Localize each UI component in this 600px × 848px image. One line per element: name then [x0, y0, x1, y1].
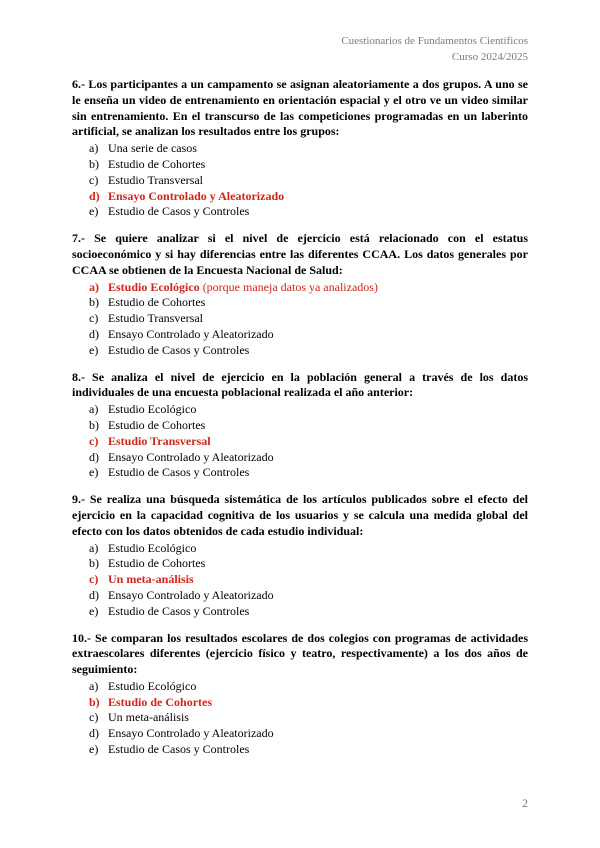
option-letter: b): [89, 556, 99, 571]
option-c-correct-answer: [72, 572, 528, 588]
option-text: Una serie de casos: [108, 141, 197, 156]
course-year: Curso 2024/2025: [451, 51, 528, 63]
option-text: Estudio de Cohortes: [108, 156, 206, 171]
option-c-correct-answer: [72, 434, 528, 450]
question-text: 8.- Se analiza el nivel de ejercicio en la población general a través de los datos individuales de una encuesta poblacional realizada el año anterior:: [72, 369, 528, 400]
option-text: Estudio Ecológico: [108, 402, 197, 417]
options-list: [72, 679, 528, 758]
option-text: Estudio de Casos y Controles: [108, 603, 250, 618]
option-b-correct-answer: [72, 695, 528, 711]
option-letter: e): [89, 603, 99, 618]
option-text: Estudio de Casos y Controles: [108, 465, 250, 480]
option-c: [72, 173, 528, 189]
option-letter: a): [89, 540, 99, 555]
option-text: Ensayo Controlado y Aleatorizado: [108, 326, 274, 341]
option-letter: c): [89, 311, 99, 326]
option-text: Estudio de Casos y Controles: [108, 742, 250, 757]
option-letter: d): [89, 726, 99, 741]
option-letter: e): [89, 342, 99, 357]
options-list: [72, 402, 528, 481]
option-a: [72, 402, 528, 418]
option-letter: a): [89, 402, 99, 417]
page-number: 2: [522, 796, 528, 810]
options-list: [72, 141, 528, 220]
option-e: [72, 604, 528, 620]
question-6: [72, 77, 528, 220]
option-text: Estudio Transversal: [108, 433, 211, 448]
option-text: Estudio Transversal: [108, 311, 204, 326]
options-list: [72, 541, 528, 620]
option-b: [72, 295, 528, 311]
option-d: [72, 450, 528, 466]
option-b: [72, 157, 528, 173]
option-letter: b): [89, 156, 99, 171]
course-title: Cuestionarios de Fundamentos Científicos: [341, 35, 528, 47]
option-letter: d): [89, 587, 99, 602]
option-a: [72, 679, 528, 695]
question-10: [72, 631, 528, 758]
option-e: [72, 465, 528, 481]
option-text: Ensayo Controlado y Aleatorizado: [108, 188, 285, 203]
option-d-correct-answer: [72, 189, 528, 205]
question-text: 7.- Se quiere analizar si el nivel de ejercicio está relacionado con el estatus socioeconómico y si hay diferencias entre las diferentes CCAA. Los datos generales por CCAA se obtienen de la Encuesta Nacional de Salud:: [72, 231, 528, 277]
option-text: Estudio de Casos y Controles: [108, 342, 250, 357]
answer-note: (porque maneja datos ya analizados): [202, 279, 378, 294]
option-text: Un meta-análisis: [108, 572, 194, 587]
question-text: 9.- Se realiza una búsqueda sistemática de los artículos publicados sobre el efecto del ejercicio en la capacidad cognitiva de los usuarios y se calcula una medida global del efecto con los datos obtenidos de cada estudio individual:: [72, 492, 528, 538]
option-text: Estudio de Cohortes: [108, 556, 206, 571]
option-text: Un meta-análisis: [108, 710, 189, 725]
option-letter: a): [89, 141, 99, 156]
option-text: Estudio de Casos y Controles: [108, 204, 250, 219]
option-letter: e): [89, 742, 99, 757]
option-text: Estudio Ecológico: [108, 540, 197, 555]
page-header: [341, 33, 528, 65]
option-letter: c): [89, 572, 99, 587]
option-letter: b): [89, 694, 100, 709]
options-list: [72, 280, 528, 359]
option-letter: d): [89, 449, 99, 464]
option-a-correct-answer: [72, 280, 528, 296]
option-letter: c): [89, 433, 99, 448]
option-letter: a): [89, 279, 99, 294]
option-text: Ensayo Controlado y Aleatorizado: [108, 449, 274, 464]
option-d: [72, 588, 528, 604]
option-a: [72, 141, 528, 157]
option-letter: d): [89, 188, 100, 203]
questionnaire: [72, 77, 528, 769]
question-7: [72, 231, 528, 358]
option-e: [72, 204, 528, 220]
option-text: Estudio Ecológico: [108, 279, 200, 294]
option-letter: d): [89, 326, 99, 341]
option-b: [72, 418, 528, 434]
option-d: [72, 327, 528, 343]
option-letter: b): [89, 295, 99, 310]
option-b: [72, 556, 528, 572]
option-e: [72, 343, 528, 359]
option-a: [72, 541, 528, 557]
option-letter: e): [89, 204, 99, 219]
option-text: Estudio de Cohortes: [108, 417, 206, 432]
question-text: 6.- Los participantes a un campamento se asignan aleatoriamente a dos grupos. A uno se le enseña un video de entrenamiento en orientación espacial y el otro ve un video similar sin entrenamiento. En el transcurso de las competiciones programadas en un laberinto artificial, se analizan los resultados entre los grupos:: [72, 77, 528, 139]
option-text: Estudio de Cohortes: [108, 694, 213, 709]
option-letter: c): [89, 710, 99, 725]
option-text: Estudio de Cohortes: [108, 295, 206, 310]
option-e: [72, 742, 528, 758]
option-text: Ensayo Controlado y Aleatorizado: [108, 587, 274, 602]
option-c: [72, 710, 528, 726]
option-text: Estudio Ecológico: [108, 678, 197, 693]
option-letter: a): [89, 678, 99, 693]
question-text: 10.- Se comparan los resultados escolares de dos colegios con programas de actividades extraescolares diferentes (ejercicio físico y teatro, respectivamente) a los dos años de seguimiento:: [72, 630, 528, 677]
option-letter: e): [89, 465, 99, 480]
option-c: [72, 311, 528, 327]
option-letter: c): [89, 172, 99, 187]
option-text: Estudio Transversal: [108, 172, 204, 187]
question-9: [72, 492, 528, 619]
option-d: [72, 726, 528, 742]
option-text: Ensayo Controlado y Aleatorizado: [108, 726, 274, 741]
question-8: [72, 370, 528, 482]
option-letter: b): [89, 417, 99, 432]
